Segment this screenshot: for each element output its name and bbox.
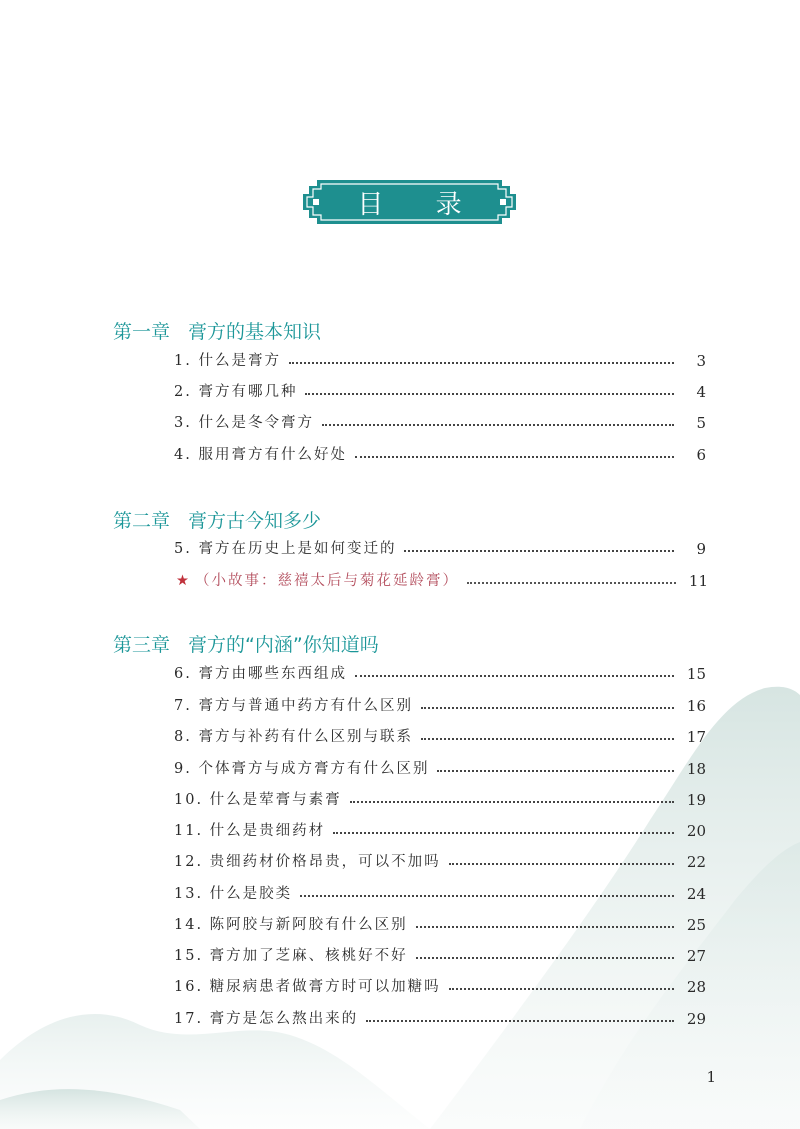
toc-entry[interactable] [174,941,706,965]
toc-entry[interactable] [174,879,706,903]
chapter-heading-2[interactable] [113,506,321,533]
toc-entry-label: 14. 陈阿胶与新阿胶有什么区别 [174,917,408,933]
toc-entry[interactable] [174,816,706,840]
toc-entry[interactable] [174,534,706,558]
dot-leader [289,362,674,364]
dot-leader [416,957,674,959]
toc-entry-label: 7. 膏方与普通中药方有什么区别 [174,698,413,714]
toc-entry-label [176,569,467,590]
chapter-title: 膏方的基本知识 [188,321,322,343]
toc-entry-page: 15 [686,665,706,683]
toc-entry-label: 11. 什么是贵细药材 [174,823,326,839]
toc-entry[interactable] [174,847,706,871]
toc-entry-page: 29 [686,1010,706,1028]
toc-entry-page: 20 [686,822,706,840]
toc-entry-label: 13. 什么是胶类 [174,886,293,902]
chapter-title: 膏方的“内涵”你知道吗 [188,634,379,656]
chapter-number: 第三章 [113,634,171,656]
toc-entry[interactable] [174,408,706,432]
chapter-title: 膏方古今知多少 [188,510,322,532]
toc-entry-page: 4 [696,383,706,401]
toc-entry[interactable] [174,346,706,370]
dot-leader [421,707,674,709]
dot-leader [449,988,674,990]
toc-entry-page: 3 [696,352,706,370]
toc-entry-page: 9 [696,540,706,558]
toc-entry-label: 1. 什么是膏方 [174,353,281,369]
dot-leader [355,456,674,458]
toc-entry-page: 19 [686,791,706,809]
dot-leader [333,832,674,834]
toc-entry-page: 16 [686,697,706,715]
toc-entry-label: 6. 膏方由哪些东西组成 [174,666,347,682]
toc-entry[interactable] [174,972,706,996]
dot-leader [421,738,674,740]
toc-entry-label: 4. 服用膏方有什么好处 [174,447,347,463]
toc-entry-page: 18 [686,760,706,778]
dot-leader [437,770,674,772]
dot-leader [300,895,674,897]
dot-leader [305,393,674,395]
toc-entry[interactable] [174,785,706,809]
toc-entry-page: 25 [686,916,706,934]
toc-entry[interactable] [174,722,706,746]
story-label: （小故事：慈禧太后与菊花延龄膏） [195,573,459,589]
star-icon: ★ [176,573,191,589]
toc-entry-page: 17 [686,728,706,746]
toc-entry[interactable] [174,754,706,778]
toc-entry-label: 12. 贵细药材价格昂贵，可以不加吗 [174,854,441,870]
toc-entry-label: 5. 膏方在历史上是如何变迁的 [174,541,397,557]
toc-entry-label: 17. 膏方是怎么熬出来的 [174,1011,359,1027]
dot-leader [366,1020,674,1022]
toc-entry-page: 11 [688,572,708,590]
chapter-heading-1[interactable] [113,317,321,344]
chapter-number: 第二章 [113,510,171,532]
toc-entry-page: 6 [696,446,706,464]
chapter-heading-3[interactable] [113,630,379,657]
dot-leader [350,801,674,803]
dot-leader [467,582,676,584]
chapter-number: 第一章 [113,321,171,343]
dot-leader [355,675,674,677]
toc-entry[interactable] [174,440,706,464]
toc-entry-page: 28 [686,978,706,996]
toc-entry-label: 10. 什么是荤膏与素膏 [174,792,342,808]
dot-leader [404,550,674,552]
toc-title: 目 录 [357,189,484,220]
toc-entry-page: 5 [696,414,706,432]
toc-entry[interactable] [174,377,706,401]
toc-entry-label: 2. 膏方有哪几种 [174,384,298,400]
toc-entry-label: 15. 膏方加了芝麻、核桃好不好 [174,948,408,964]
dot-leader [449,863,674,865]
toc-entry-page: 27 [686,947,706,965]
toc-story-entry[interactable] [176,566,708,590]
page-number: 1 [706,1068,716,1086]
toc-entry-label: 3. 什么是冬令膏方 [174,415,314,431]
toc-entry-page: 24 [686,885,706,903]
toc-entry-label: 9. 个体膏方与成方膏方有什么区别 [174,761,430,777]
dot-leader [416,926,674,928]
toc-entry[interactable] [174,659,706,683]
toc-entry[interactable] [174,910,706,934]
toc-entry-page: 22 [686,853,706,871]
toc-entry[interactable] [174,1004,706,1028]
dot-leader [322,424,674,426]
toc-entry[interactable] [174,691,706,715]
toc-entry-label: 16. 糖尿病患者做膏方时可以加糖吗 [174,979,441,995]
toc-entry-label: 8. 膏方与补药有什么区别与联系 [174,729,413,745]
